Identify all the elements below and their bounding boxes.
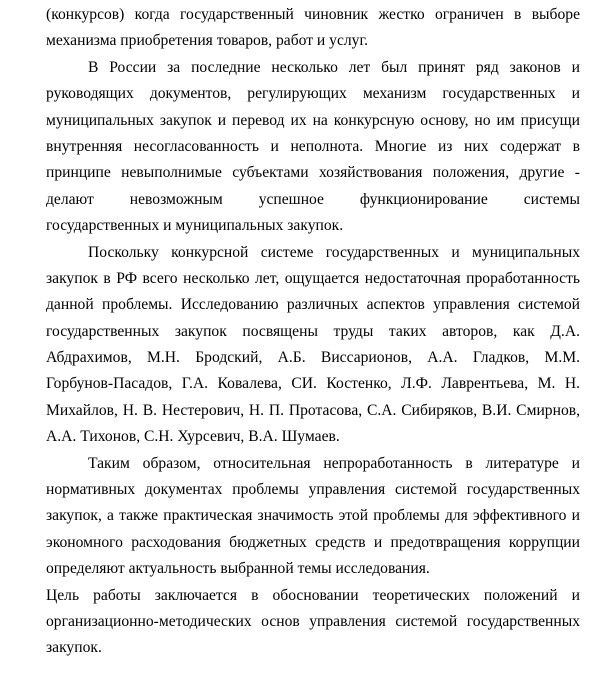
- text-line: Цель работы заключается в обосновании теоретических положений и: [46, 586, 580, 604]
- text-line: внутренняя несогласованность и неполнота. Многие из них содержат в: [46, 137, 580, 155]
- text-line: закупок в РФ всего несколько лет, ощущается недостаточная проработанность: [46, 269, 580, 287]
- document-page: [46, 0, 580, 662]
- text-line: организационно-методических основ управления системой государственных: [46, 612, 580, 630]
- text-line: принципе невыполнимые субъектами хозяйствования положения, другие -: [46, 164, 580, 182]
- text-line: (конкурсов) когда государственный чиновник жестко ограничен в выборе: [46, 6, 580, 23]
- text-line: государственных и муниципальных закупок.: [46, 217, 344, 235]
- text-line: Поскольку конкурсной системе государственных и муниципальных: [88, 243, 580, 261]
- text-line: механизма приобретения товаров, работ и услуг.: [46, 32, 369, 50]
- text-line: Михайлов, Н. В. Нестерович, Н. П. Протасова, С.А. Сибиряков, В.И. Смирнов,: [46, 401, 580, 419]
- text-line: Таким образом, относительная непроработанность в литературе и: [88, 454, 580, 472]
- text-line: экономного расходования бюджетных средств и предотвращения коррупции: [46, 533, 580, 551]
- text-line: делают невозможным успешное функционирование системы: [46, 190, 580, 208]
- text-line: нормативных документах проблемы управления системой государственных: [46, 481, 580, 499]
- text-line: В России за последние несколько лет был принят ряд законов и: [88, 58, 580, 76]
- text-line: закупок, а также практическая значимость этой проблемы для эффективного и: [46, 507, 580, 525]
- text-line: А.А. Тихонов, С.Н. Хурсевич, В.А. Шумаев.: [46, 428, 340, 446]
- paragraph-1: [46, 2, 580, 55]
- text-line: Горбунов-Пасадов, Г.А. Ковалева, СИ. Костенко, Л.Ф. Лаврентьева, М. Н.: [46, 375, 580, 393]
- text-line: закупок.: [46, 639, 102, 657]
- text-line: данной проблемы. Исследованию различных аспектов управления системой: [46, 296, 580, 314]
- paragraph-3: [46, 240, 580, 451]
- paragraph-5: [46, 583, 580, 662]
- paragraph-2: [46, 55, 580, 240]
- text-line: руководящих документов, регулирующих механизм государственных и: [46, 85, 580, 103]
- text-line: определяют актуальность выбранной темы исследования.: [46, 560, 430, 578]
- paragraph-4: [46, 451, 580, 583]
- text-line: муниципальных закупок и перевод их на конкурсную основу, но им присущи: [46, 111, 580, 129]
- text-line: государственных закупок посвящены труды таких авторов, как Д.А.: [46, 322, 580, 340]
- text-line: Абдрахимов, М.Н. Бродский, А.Б. Виссарионов, А.А. Гладков, М.М.: [46, 349, 580, 367]
